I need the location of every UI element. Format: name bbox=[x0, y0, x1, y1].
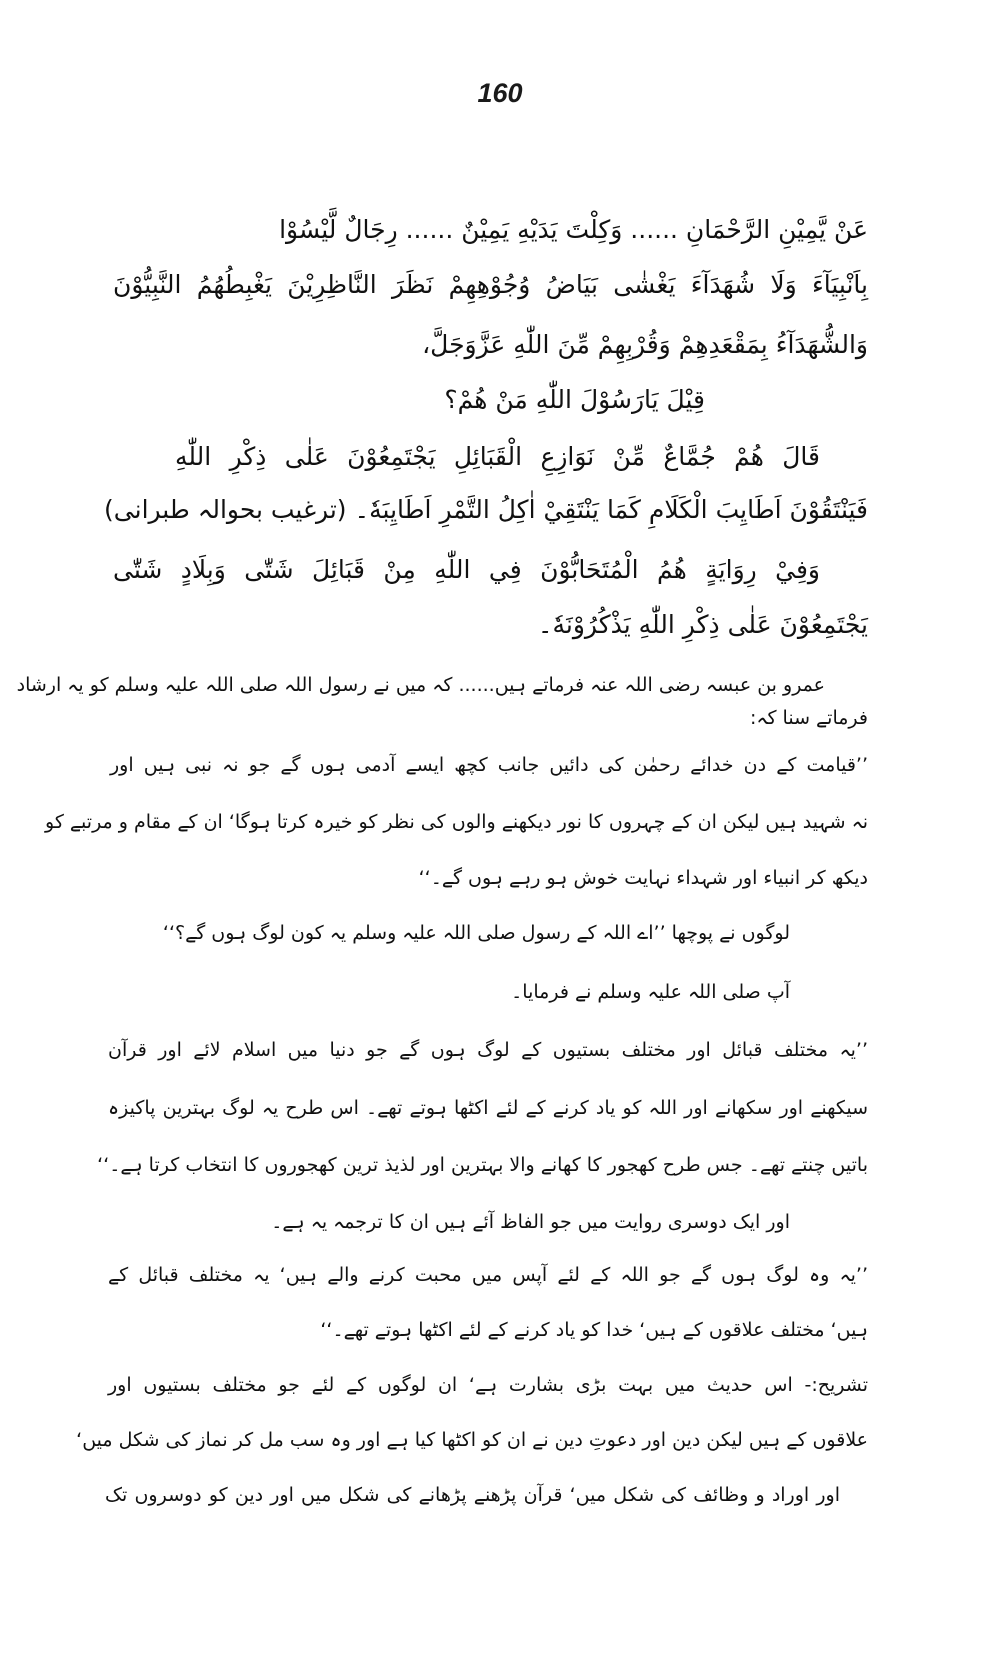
urdu-line: ہیں‘ مختلف علاقوں کے ہیں‘ خدا کو یاد کرنے کے لئے اکٹھا ہوتے تھے۔‘‘ bbox=[320, 1319, 868, 1341]
page-number: 160 bbox=[477, 78, 523, 108]
arabic-line: بِاَنْبِيَآءَ وَلَا شُهَدَآءَ يَغْشٰى بَيَاضُ وُجُوْهِهِمْ نَظَرَ النَّاظِرِيْنَ يَغْبِطُهُمُ النَّبِيُّوْنَ bbox=[113, 270, 868, 299]
urdu-line: آپ صلی اللہ علیہ وسلم نے فرمایا۔ bbox=[511, 981, 790, 1003]
urdu-line: سیکھنے اور سکھانے اور اللہ کو یاد کرنے کے لئے اکٹھا ہوتے تھے۔ اس طرح یہ لوگ بہترین پاکیزہ bbox=[108, 1097, 868, 1119]
arabic-line: فَيَنْتَقُوْنَ اَطَايِبَ الْكَلَامِ كَمَا يَنْتَقِيْ اٰكِلُ التَّمْرِ اَطَايِبَهٗ۔ (ترغیب بحوالہ طبرانی) bbox=[104, 495, 868, 524]
urdu-line: ’’قیامت کے دن خدائے رحمٰن کی دائیں جانب کچھ ایسے آدمی ہوں گے جو نہ نبی ہیں اور bbox=[110, 754, 868, 776]
urdu-line: ’’یہ مختلف قبائل اور مختلف بستیوں کے لوگ ہوں گے جو دنیا میں اسلام لائے اور قرآن bbox=[108, 1039, 868, 1061]
urdu-line: نہ شہید ہیں لیکن ان کے چہروں کا نور دیکھنے والوں کی نظر کو خیرہ کرتا ہوگا‘ ان کے مقام و مرتبے کو bbox=[45, 811, 868, 833]
urdu-line: اور اوراد و وظائف کی شکل میں‘ قرآن پڑھنے پڑھانے کی شکل میں اور دین کو دوسروں تک bbox=[105, 1484, 840, 1506]
arabic-line: قِيْلَ يَارَسُوْلَ اللّٰهِ مَنْ هُمْ؟ bbox=[444, 385, 705, 414]
arabic-line: قَالَ هُمْ جُمَّاعٌ مِّنْ نَوَازِعِ الْقَبَائِلِ يَجْتَمِعُوْنَ عَلٰى ذِكْرِ اللّٰهِ bbox=[175, 442, 820, 471]
urdu-line: لوگوں نے پوچھا ’’اے اللہ کے رسول صلی اللہ علیہ وسلم یہ کون لوگ ہوں گے؟‘‘ bbox=[162, 922, 790, 944]
urdu-line: فرماتے سنا کہ: bbox=[749, 707, 868, 729]
arabic-line: وَالشُّهَدَآءُ بِمَقْعَدِهِمْ وَقُرْبِهِمْ مِّنَ اللّٰهِ عَزَّوَجَلَّ، bbox=[422, 330, 868, 359]
urdu-line: ’’یہ وہ لوگ ہوں گے جو اللہ کے لئے آپس میں محبت کرنے والے ہیں‘ یہ مختلف قبائل کے bbox=[108, 1264, 868, 1286]
arabic-line: وَفِيْ رِوَايَةٍ هُمُ الْمُتَحَابُّوْنَ فِي اللّٰهِ مِنْ قَبَائِلَ شَتّٰى وَبِلَادٍ شَتّٰى bbox=[113, 555, 820, 584]
urdu-line: دیکھ کر انبیاء اور شہداء نہایت خوش ہو رہے ہوں گے۔‘‘ bbox=[418, 867, 868, 889]
urdu-line: عمرو بن عبسہ رضی اللہ عنہ فرماتے ہیں...... کہ میں نے رسول اللہ صلی اللہ علیہ وسلم کو یہ ارشاد bbox=[16, 674, 825, 696]
urdu-line: باتیں چنتے تھے۔ جس طرح کھجور کا کھانے والا بہترین اور لذیذ ترین کھجوروں کا انتخاب کرتا ہے۔‘‘ bbox=[97, 1154, 868, 1176]
urdu-line: علاقوں کے ہیں لیکن دین اور دعوتِ دین نے ان کو اکٹھا کیا ہے اور وہ سب مل کر نماز کی شکل میں‘ bbox=[76, 1429, 868, 1451]
urdu-line: تشریح:- اس حدیث میں بہت بڑی بشارت ہے‘ ان لوگوں کے لئے جو مختلف بستیوں اور bbox=[108, 1374, 868, 1396]
urdu-line: اور ایک دوسری روایت میں جو الفاظ آئے ہیں ان کا ترجمہ یہ ہے۔ bbox=[271, 1211, 790, 1233]
arabic-line: يَجْتَمِعُوْنَ عَلٰى ذِكْرِ اللّٰهِ يَذْكُرُوْنَهٗ۔ bbox=[537, 610, 868, 639]
arabic-line: عَنْ يَّمِيْنِ الرَّحْمَانِ ...... وَكِلْتَ يَدَيْهِ يَمِيْنٌ ...... رِجَالٌ لَّيْسُوْا bbox=[279, 215, 868, 244]
